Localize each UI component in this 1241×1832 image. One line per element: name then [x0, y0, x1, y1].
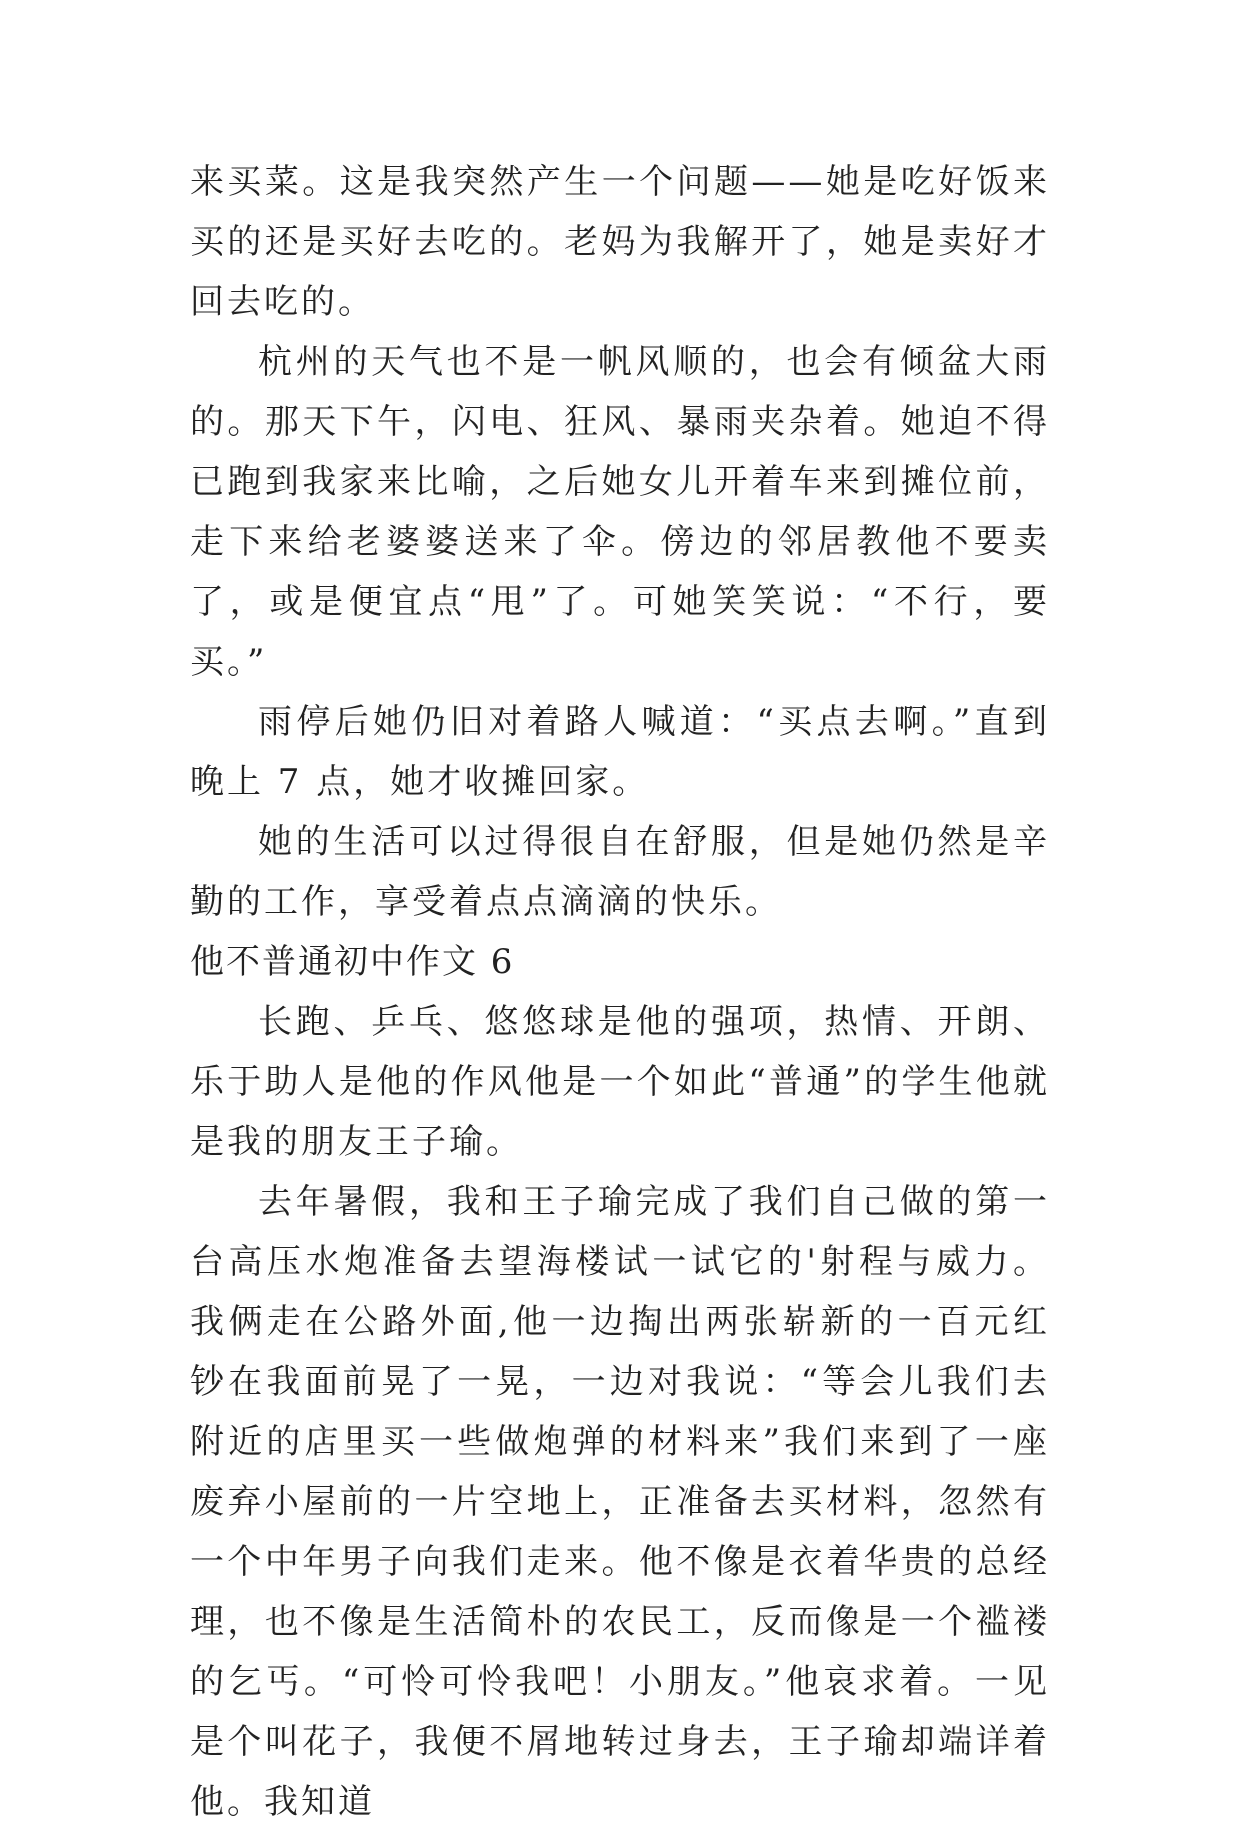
paragraph: 她的生活可以过得很自在舒服，但是她仍然是辛勤的工作，享受着点点滴滴的快乐。: [190, 822, 1050, 922]
document-body: [190, 152, 1050, 1832]
paragraph-continuation: 来买菜。这是我突然产生一个问题——她是吃好饭来买的还是买好去吃的。老妈为我解开了，她是卖好才回去吃的。: [190, 162, 1050, 322]
paragraph: 长跑、乒乓、悠悠球是他的强项，热情、开朗、乐于助人是他的作风他是一个如此“普通”的学生他就是我的朋友王子瑜。: [190, 1002, 1050, 1162]
paragraph: 去年暑假，我和王子瑜完成了我们自己做的第一台高压水炮准备去望海楼试一试它的'射程与威力。我俩走在公路外面,他一边掏出两张崭新的一百元红钞在我面前晃了一晃，一边对我说：“等会儿我们去附近的店里买一些做炮弹的材料来”我们来到了一座废弃小屋前的一片空地上，正准备去买材料，忽然有一个中年男子向我们走来。他不像是衣着华贵的总经理，也不像是生活简朴的农民工，反而像是一个褴褛的乞丐。“可怜可怜我吧！小朋友。”他哀求着。一见是个叫花子，我便不屑地转过身去，王子瑜却端详着他。我知道: [190, 1182, 1050, 1822]
paragraph: 杭州的天气也不是一帆风顺的，也会有倾盆大雨的。那天下午，闪电、狂风、暴雨夹杂着。她迫不得已跑到我家来比喻，之后她女儿开着车来到摊位前，走下来给老婆婆送来了伞。傍边的邻居教他不要卖了，或是便宜点“甩”了。可她笑笑说：“不行，要买。”: [190, 342, 1050, 682]
paragraph: 雨停后她仍旧对着路人喊道：“买点去啊。”直到晚上 7 点，她才收摊回家。: [190, 702, 1050, 802]
section-title: 他不普通初中作文 6: [190, 942, 515, 982]
